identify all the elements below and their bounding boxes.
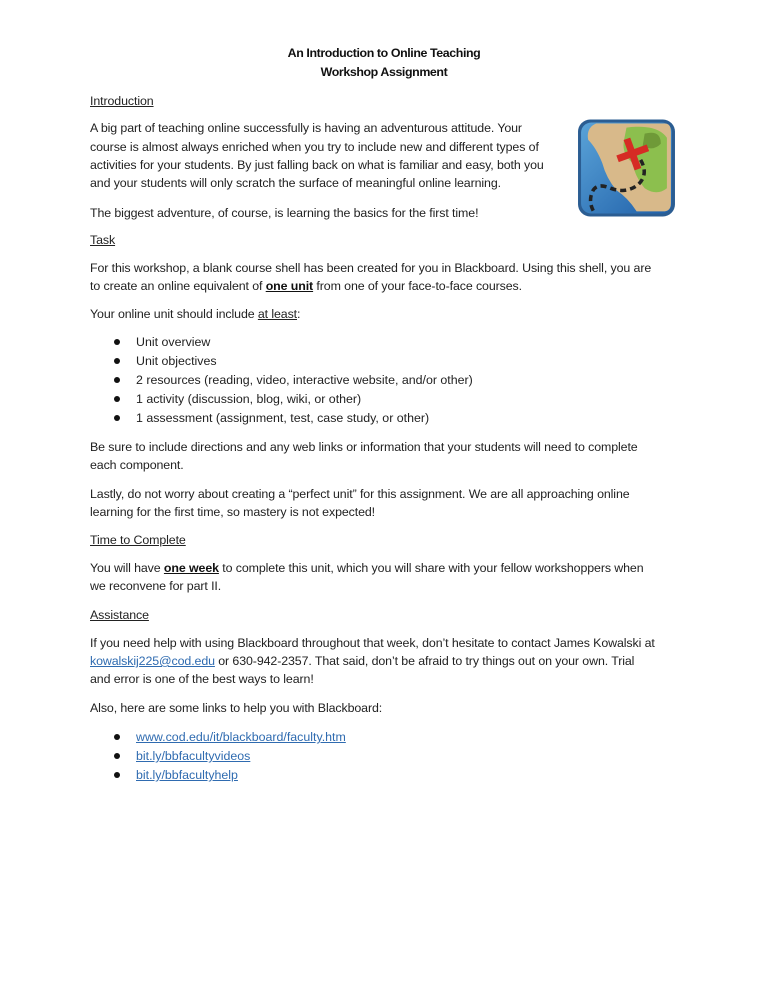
intro-para-2: The biggest adventure, of course, is learning the basics for the first time! — [90, 206, 479, 220]
heading-introduction: Introduction — [90, 94, 154, 108]
intro-para-line: course is almost always enriched when you try to include new and different types of — [90, 140, 539, 154]
intro-para-line: and your students will only scratch the surface of meaningful online learning. — [90, 176, 501, 190]
heading-task: Task — [90, 233, 116, 247]
text: from one of your face-to-face courses. — [313, 279, 522, 293]
bullet-icon — [114, 753, 120, 759]
list-item: 1 assessment (assignment, test, case study, or other) — [136, 411, 430, 425]
treasure-map-icon — [576, 117, 677, 219]
task-include-line — [90, 305, 300, 323]
bullet-icon — [114, 415, 120, 421]
intro-para-line: activities for your students. By just falling back on what is familiar and easy, both you — [90, 158, 544, 172]
task-para-line — [90, 277, 522, 295]
email-link[interactable]: kowalskij225@cod.edu — [90, 654, 215, 668]
list-item: 1 activity (discussion, blog, wiki, or other) — [136, 392, 362, 406]
document-subtitle: Workshop Assignment — [320, 65, 448, 79]
text: to complete this unit, which you will share with your fellow workshoppers when — [218, 561, 644, 575]
list-item: Unit overview — [136, 335, 211, 349]
link-bbfacultyhelp[interactable]: bit.ly/bbfacultyhelp — [136, 768, 238, 782]
bullet-icon — [114, 358, 120, 364]
heading-assistance: Assistance — [90, 608, 149, 622]
task-para-4-line: Lastly, do not worry about creating a “perfect unit” for this assignment. We are all approaching online — [90, 487, 630, 501]
time-para-line — [90, 559, 644, 577]
list-item: 2 resources (reading, video, interactive website, and/or other) — [136, 373, 473, 387]
heading-time-to-complete: Time to Complete — [90, 533, 186, 547]
task-para-3-line: each component. — [90, 458, 184, 472]
emphasis-one-unit: one unit — [265, 279, 314, 293]
intro-para-line: A big part of teaching online successfully is having an adventurous attitude. Your — [90, 121, 522, 135]
text: Your online unit should include — [90, 307, 258, 321]
bullet-icon — [114, 339, 120, 345]
bullet-icon — [114, 377, 120, 383]
text: You will have — [90, 561, 164, 575]
bullet-icon — [114, 396, 120, 402]
text: or 630-942-2357. That said, don’t be afraid to try things out on your own. Trial — [214, 654, 635, 668]
text: : — [297, 307, 301, 321]
time-para-line: we reconvene for part II. — [90, 579, 222, 593]
link-bbfacultyvideos[interactable]: bit.ly/bbfacultyvideos — [136, 749, 251, 763]
bullet-icon — [114, 772, 120, 778]
assistance-para-line — [90, 652, 634, 670]
list-item: Unit objectives — [136, 354, 217, 368]
links-intro: Also, here are some links to help you with Blackboard: — [90, 701, 383, 715]
emphasis-one-week: one week — [163, 561, 219, 575]
bullet-icon — [114, 734, 120, 740]
assistance-para-line: and error is one of the best ways to learn! — [90, 672, 314, 686]
link-cod-faculty[interactable]: www.cod.edu/it/blackboard/faculty.htm — [136, 730, 346, 744]
text: to create an online equivalent of — [90, 279, 266, 293]
assistance-para-line: If you need help with using Blackboard throughout that week, don’t hesitate to contact James Kowalski at — [90, 636, 655, 650]
emphasis-at-least: at least — [257, 307, 298, 321]
document-title: An Introduction to Online Teaching — [287, 46, 481, 60]
task-para-3-line: Be sure to include directions and any web links or information that your students will need to complete — [90, 440, 638, 454]
task-para-4-line: learning for the first time, so mastery is not expected! — [90, 505, 376, 519]
task-para-line: For this workshop, a blank course shell has been created for you in Blackboard. Using this shell, you are — [90, 261, 652, 275]
